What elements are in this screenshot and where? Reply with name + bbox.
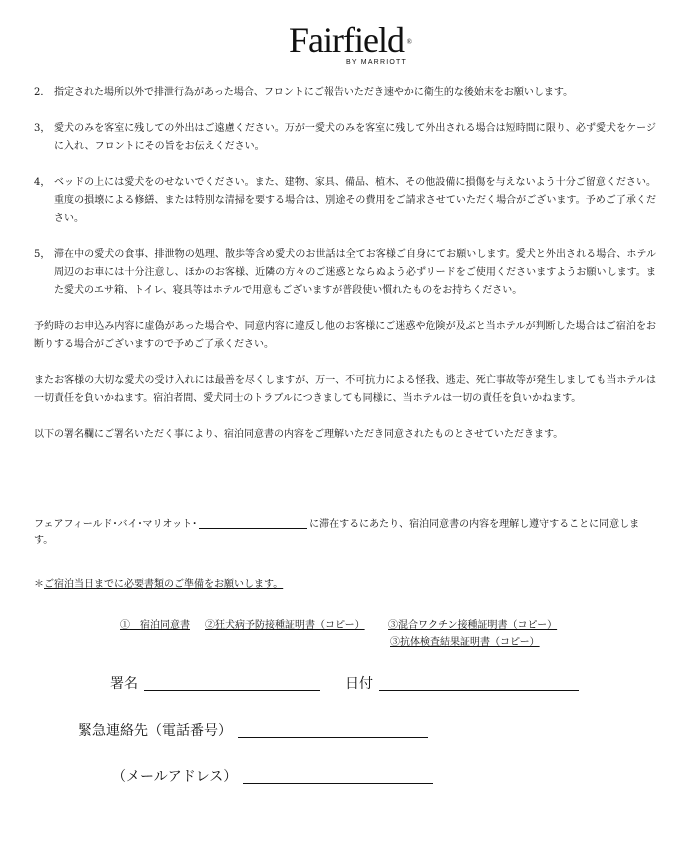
emergency-contact-row	[78, 721, 428, 741]
logo-wordmark: Fairfield	[289, 20, 404, 60]
refusal-paragraph: 予約時のお申込み内容に虚偽があった場合や、同意内容に違反し他のお客様にご迷惑や危険が及ぶと当ホテルが判断した場合はご宿泊をお断りする場合がございますので予めご了承ください。	[34, 321, 656, 350]
rule-text: 指定された場所以外で排泄行為があった場合、フロントにご報告いただき速やかに衛生的な後始末をお願いします。	[54, 87, 574, 98]
document-2: ②狂犬病予防接種証明書（コピー）	[205, 620, 365, 631]
liability-paragraph: またお客様の大切な愛犬の受け入れには最善を尽くしますが、万一、不可抗力による怪我、逃走、死亡事故等が発生しましても当ホテルは一切責任を負いかねます。宿泊者間、愛犬同士のトラブルにつきましても同様に、当ホテルは一切の責任を負いかねます。	[34, 375, 656, 404]
phone-field[interactable]	[238, 723, 428, 738]
rule-text: 愛犬のみを客室に残しての外出はご遠慮ください。万が一愛犬のみを客室に残して外出される場合は短時間に限り、必ず愛犬をケージに入れ、フロントにその旨をお伝えください。	[54, 123, 656, 152]
signature-row	[110, 674, 320, 694]
required-documents-note	[34, 577, 283, 593]
document-3: ③混合ワクチン接種証明書（コピー）	[388, 620, 558, 631]
email-field[interactable]	[243, 769, 433, 784]
rule-number: 4，	[34, 177, 51, 188]
asterisk: ＊	[34, 579, 44, 590]
rule-item-3	[34, 120, 656, 156]
hotel-name-field[interactable]	[199, 516, 307, 529]
document-4: ③抗体検査結果証明書（コピー）	[390, 637, 540, 648]
note-text: ご宿泊当日までに必要書類のご準備をお願いします。	[44, 579, 284, 590]
rule-item-5	[34, 246, 656, 300]
signature-label: 署名	[110, 676, 138, 692]
date-field[interactable]	[379, 676, 579, 691]
logo-subtitle: BY MARRIOTT	[346, 59, 407, 66]
agreement-body	[34, 84, 656, 462]
rule-number: 3，	[34, 123, 51, 134]
date-label: 日付	[345, 676, 373, 692]
consent-paragraph: 以下の署名欄にご署名いただく事により、宿泊同意書の内容をご理解いただき同意されたものとさせていただきます。	[34, 429, 564, 440]
emergency-contact-label: 緊急連絡先（電話番号）	[78, 723, 232, 739]
agreement-prefix: フェアフィールド･バイ･マリオット･	[34, 519, 198, 530]
email-row	[112, 767, 433, 787]
rule-item-4	[34, 174, 656, 228]
signature-field[interactable]	[144, 676, 320, 691]
rule-number: 5，	[34, 249, 51, 260]
date-row	[345, 674, 579, 694]
agreement-suffix: に滞在するにあたり、宿泊同意書の内容を理解し遵守することに同意します。	[34, 519, 640, 546]
rule-item-2	[34, 84, 656, 102]
fairfield-logo	[0, 22, 693, 66]
rule-number: 2．	[34, 87, 51, 98]
hotel-agreement-line	[34, 516, 656, 549]
rule-text: ベッドの上には愛犬をのせないでください。また、建物、家具、備品、植木、その他設備に損傷を与えないよう十分ご留意ください。重度の損壊による修繕、または特別な清掃を要する場合は、別途その費用をご請求させていただく場合がございます。予めご了承ください。	[54, 177, 656, 224]
document-1: ① 宿泊同意書	[120, 620, 190, 631]
email-label: （メールアドレス）	[112, 769, 238, 785]
rule-text: 滞在中の愛犬の食事、排泄物の処理、散歩等含め愛犬のお世話は全てお客様ご自身にてお願いします。愛犬と外出される場合、ホテル周辺のお車には十分注意し、ほかのお客様、近隣の方々のご迷惑とならぬよう必ずリードをご使用くださいますようお願いします。また愛犬のエサ箱、トイレ、寝具等はホテルで用意もございますが普段使い慣れたものをお持ちください。	[54, 249, 656, 296]
registered-mark: ®	[406, 38, 412, 46]
